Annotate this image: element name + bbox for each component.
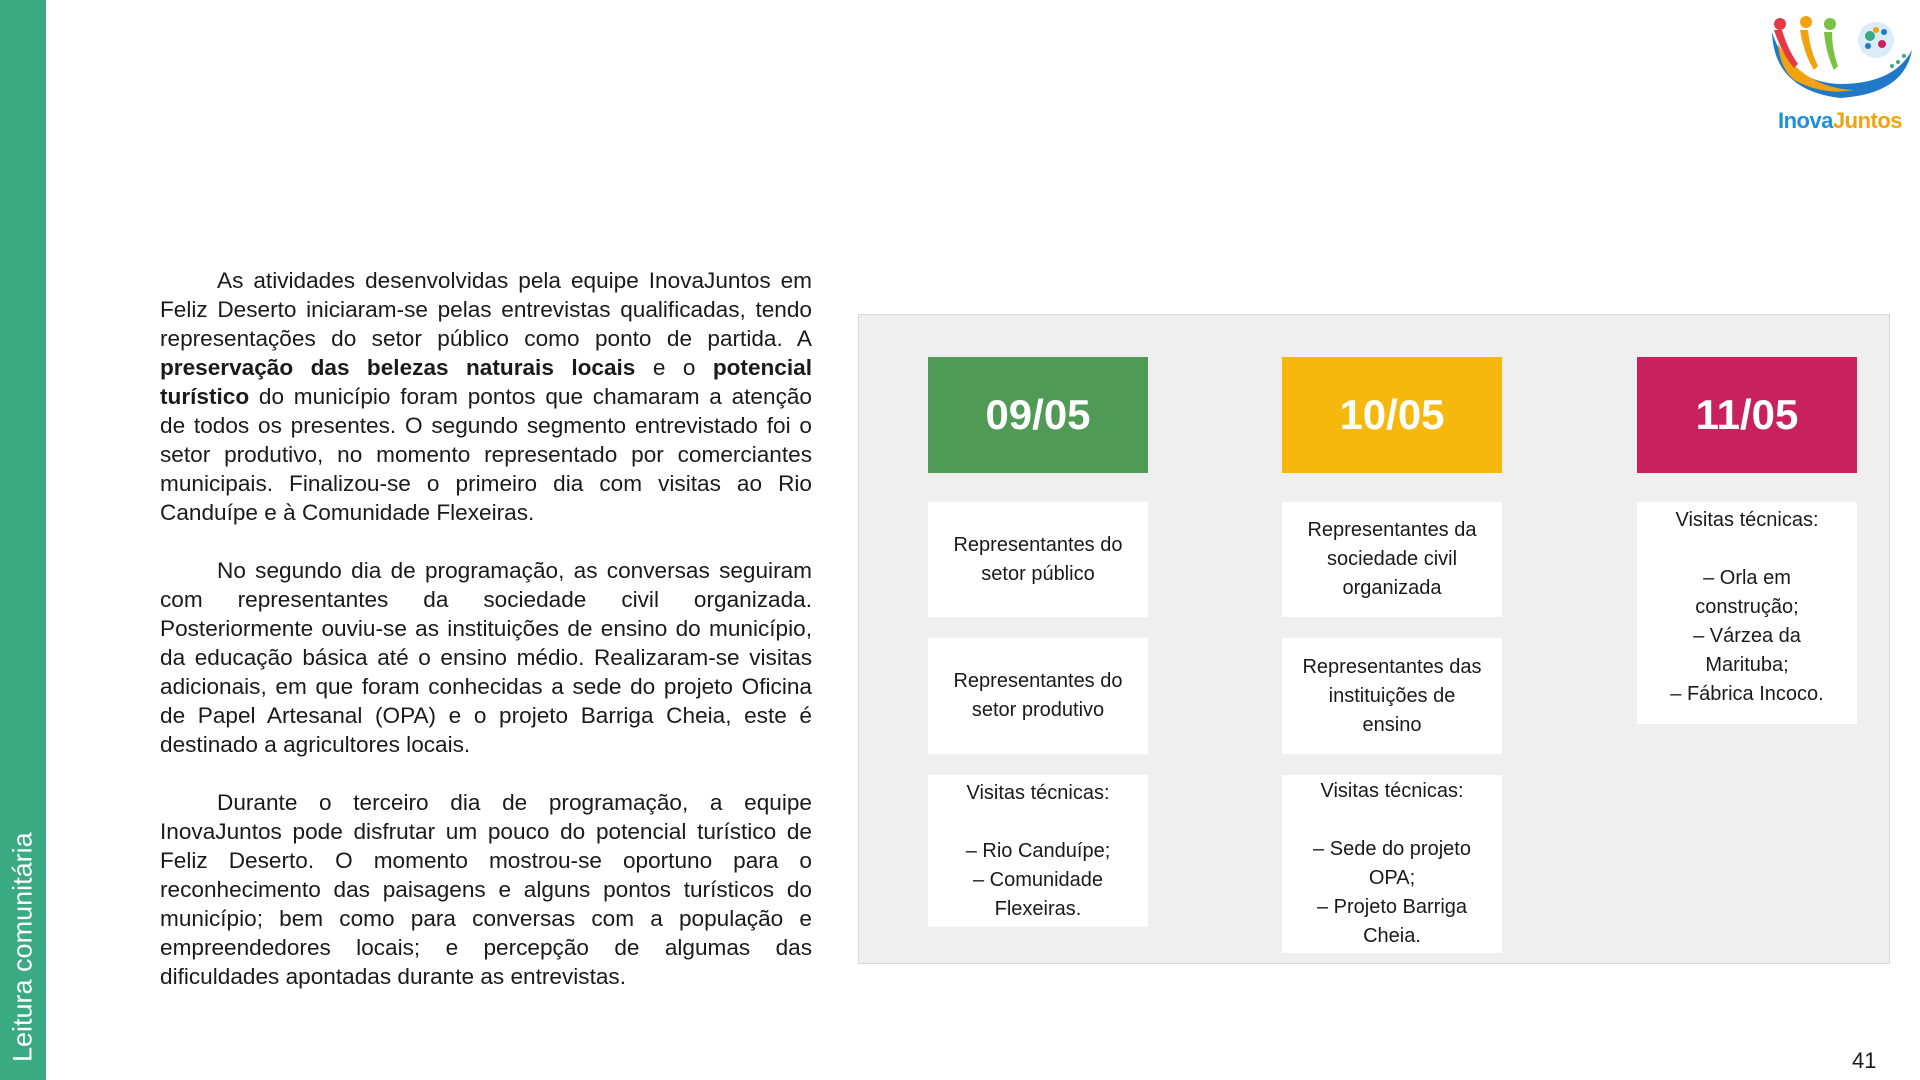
date-header: 09/05 (928, 357, 1148, 473)
activity-line: sociedade civil (1326, 548, 1458, 570)
timeline-day-2 (1282, 357, 1502, 947)
page-number: 41 (1852, 1048, 1877, 1073)
paragraph-1: As atividades desenvolvidas pela equipe InovaJuntos em Feliz Deserto iniciaram-se pelas entrevistas qualificadas, tendo representações do setor público como ponto de partida. A preservação das belezas naturais locais e o potencial turístico do município foram pontos que chamaram a atenção de todos os presentes. O segundo segmento entrevistado foi o setor produtivo, no momento representado por comerciantes municipais. Finalizou-se o primeiro dia com visitas ao Rio Canduípe e à Comunidade Flexeiras. (160, 268, 812, 525)
activity-line: Representantes do (953, 670, 1123, 692)
activity-line: Flexeiras. (994, 897, 1082, 920)
activity-line: Representantes do (953, 533, 1123, 556)
paragraph-3: Durante o terceiro dia de programação, a equipe InovaJuntos pode disfrutar um pouco do potencial turístico de Feliz Deserto. O momento mostrou-se oportuno para o reconhecimento das paisagens e alguns pontos turísticos do município; bem como para conversas com a população e empreendedores locais; e percepção de algumas das dificuldades apontadas durante as entrevistas. (160, 790, 812, 989)
activity-line: Marituba; (1705, 654, 1789, 676)
activity-line: OPA; (1368, 867, 1416, 889)
paragraph-2: No segundo dia de programação, as conversas seguiram com representantes da sociedade civil organizada. Posteriormente ouviu-se as instituições de ensino do município, da educação básica até o ensino médio. Realizaram-se visitas adicionais, em que foram conhecidas a sede do projeto Oficina de Papel Artesanal (OPA) e o projeto Barriga Cheia, este é destinado a agricultores locais. (160, 558, 812, 757)
activity-box (928, 638, 1148, 754)
activity-line: – Projeto Barriga (1316, 896, 1468, 918)
logo-emblem-icon (1764, 10, 1916, 110)
activity-line: setor público (981, 562, 1095, 585)
body-text (160, 266, 812, 1020)
activity-line: organizada (1342, 577, 1442, 599)
activity-line (1744, 535, 1750, 564)
activity-line: Representantes da (1307, 519, 1477, 541)
logo-wordmark: InovaJuntos (1777, 108, 1903, 133)
activity-line: ensino (1362, 713, 1422, 736)
activity-line: – Orla em (1703, 567, 1791, 589)
section-label: Leitura comunitária (7, 832, 38, 1062)
timeline-day-3 (1637, 357, 1857, 705)
activity-box (928, 775, 1148, 927)
activity-line: – Comunidade (972, 868, 1104, 891)
activity-line: setor produtivo (971, 699, 1105, 721)
activity-line (1389, 806, 1395, 835)
activity-line: – Várzea da (1693, 625, 1801, 647)
date-header: 11/05 (1637, 357, 1857, 473)
date-header: 10/05 (1282, 357, 1502, 473)
activity-line: construção; (1695, 596, 1799, 618)
activity-line: – Fábrica Incoco. (1670, 683, 1824, 705)
activity-line: Visitas técnicas: (966, 781, 1110, 804)
inovajuntos-logo (1764, 10, 1916, 136)
activity-box (1282, 502, 1502, 617)
activity-line (1035, 808, 1041, 837)
activity-line: instituições de (1328, 684, 1456, 707)
activity-line: Representantes das (1302, 655, 1482, 678)
activity-box (1637, 502, 1857, 724)
activity-box (928, 502, 1148, 617)
activity-box (1282, 775, 1502, 953)
activity-box (1282, 638, 1502, 754)
timeline-day-1 (928, 357, 1148, 920)
activity-line: Cheia. (1363, 925, 1421, 947)
activity-line: Visitas técnicas: (1675, 509, 1819, 531)
activity-line: – Sede do projeto (1313, 838, 1471, 860)
activity-line: – Rio Canduípe; (965, 839, 1111, 862)
activity-line: Visitas técnicas: (1320, 780, 1464, 802)
